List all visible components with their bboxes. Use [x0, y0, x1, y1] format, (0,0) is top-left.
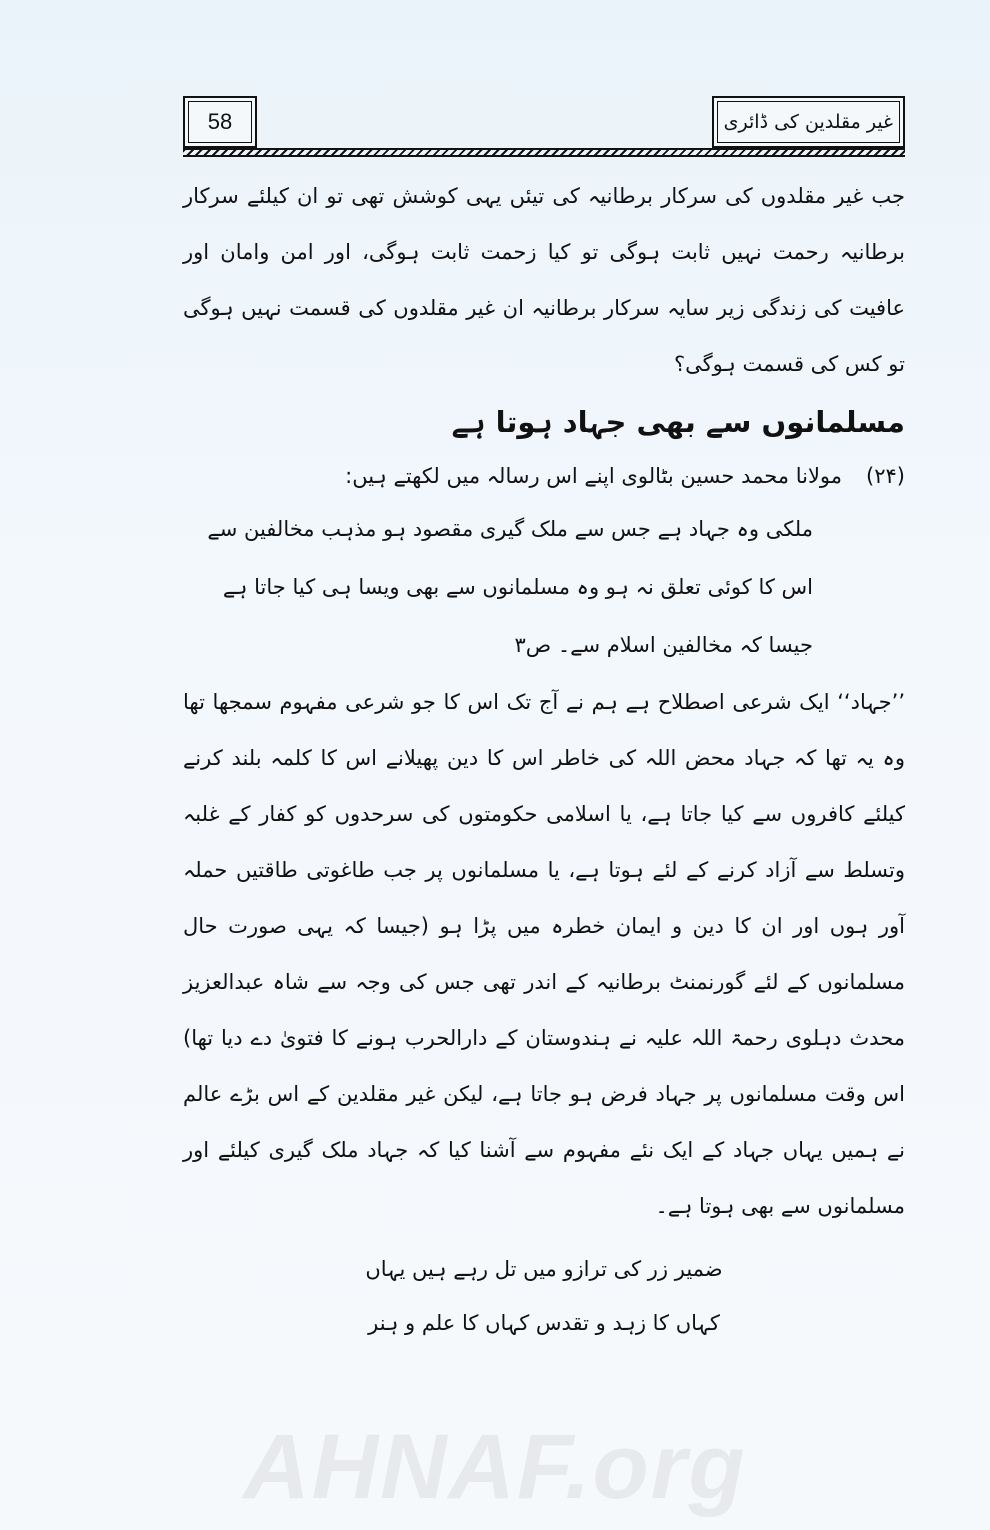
- page-header: [183, 96, 905, 160]
- paragraph-main: ’’جہاد‘‘ ایک شرعی اصطلاح ہے ہم نے آج تک اس کا جو شرعی مفہوم سمجھا تھا وہ یہ تھا کہ جہاد محض اللہ کی خاطر اس کا دین پھیلانے اس کا کلمہ بلند کرنے کیلئے کافروں سے کیا جاتا ہے، یا اسلامی حکومتوں کی سرحدوں کو کفار کے غلبہ وتسلط سے آزاد کرنے کے لئے ہوتا ہے، یا مسلمانوں پر جب طاغوتی طاقتیں حملہ آور ہوں اور ان کا دین و ایمان خطرہ میں پڑا ہو (جیسا کہ یہی صورت حال مسلمانوں کے لئے گورنمنٹ برطانیہ کے اندر تھی جس کی وجہ سے شاہ عبدالعزیز محدث دہلوی رحمۃ اللہ علیہ نے ہندوستان کے دارالحرب ہونے کا فتویٰ دے دیا تھا) اس وقت مسلمانوں پر جہاد فرض ہو جاتا ہے، لیکن غیر مقلدین کے اس بڑے عالم نے ہمیں یہاں جہاد کے ایک نئے مفہوم سے آشنا کیا کہ جہاد ملک گیری کیلئے اور مسلمانوں سے بھی ہوتا ہے۔: [183, 690, 905, 1218]
- page-body: [183, 168, 905, 1350]
- quotation-block: [183, 500, 813, 674]
- verse-line: ضمیر زر کی ترازو میں تل رہے ہیں یہاں: [365, 1257, 723, 1281]
- site-watermark: AHNAF.org: [243, 1416, 747, 1518]
- book-title: غیر مقلدین کی ڈائری: [723, 111, 893, 133]
- header-rule: [183, 148, 905, 157]
- page-number: 58: [207, 109, 233, 134]
- paragraph-intro: جب غیر مقلدوں کی سرکار برطانیہ کی تیئں یہی کوشش تھی تو ان کیلئے سرکار برطانیہ رحمت نہیں ثابت ہوگی تو کیا زحمت ثابت ہوگی، اور امن وامان اور عافیت کی زندگی زیر سایہ سرکار برطانیہ ان غیر مقلدوں کی قسمت نہیں ہوگی تو کس کی قسمت ہوگی؟: [183, 184, 905, 376]
- item-text: مولانا محمد حسین بٹالوی اپنے اس رسالہ میں لکھتے ہیں:: [345, 464, 843, 488]
- verse-couplet: [183, 1242, 905, 1350]
- book-title-box: [712, 96, 905, 148]
- quote-line: جیسا کہ مخالفین اسلام سے۔ ص۳: [514, 633, 813, 657]
- page-number-box: [183, 96, 257, 148]
- section-heading: مسلمانوں سے بھی جہاد ہوتا ہے: [451, 405, 905, 439]
- verse-line: کہاں کا زہد و تقدس کہاں کا علم و ہنر: [368, 1311, 720, 1335]
- numbered-item: [183, 452, 905, 500]
- item-number: (۲۴): [866, 464, 905, 488]
- quote-line: ملکی وہ جہاد ہے جس سے ملک گیری مقصود ہو مذہب مخالفین سے: [207, 517, 813, 541]
- quote-line: اس کا کوئی تعلق نہ ہو وہ مسلمانوں سے بھی ویسا ہی کیا جاتا ہے: [222, 575, 813, 599]
